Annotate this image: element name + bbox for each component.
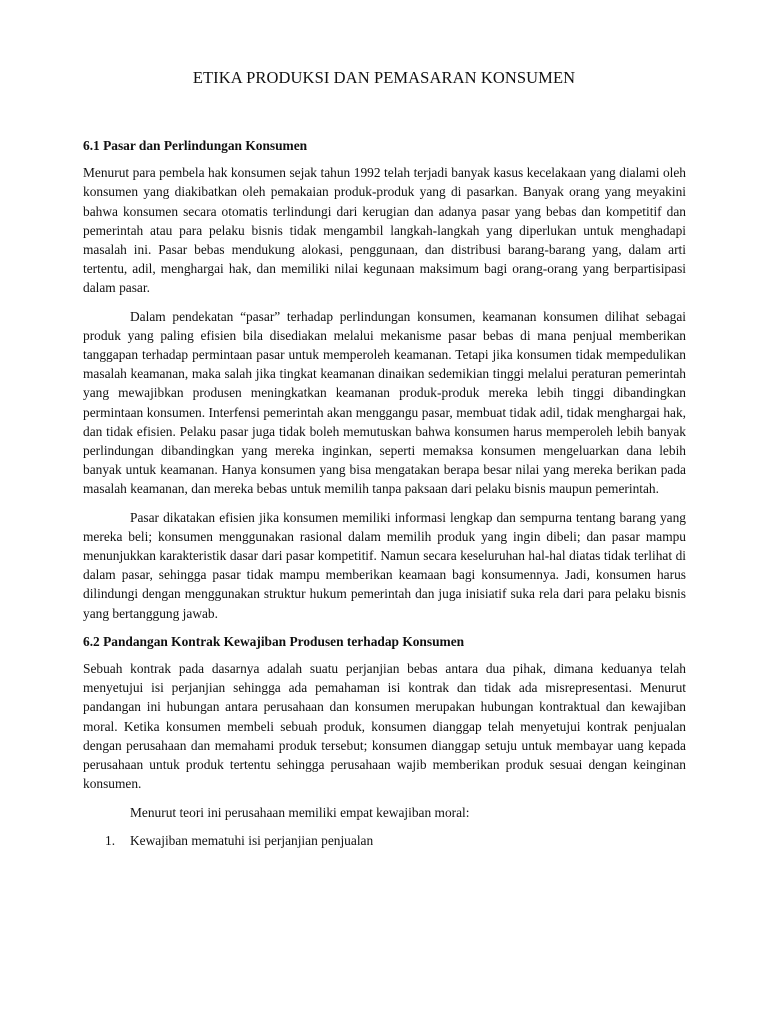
section-heading: 6.2 Pandangan Kontrak Kewajiban Produsen terhadap Konsumen <box>83 633 465 649</box>
document-title: ETIKA PRODUKSI DAN PEMASARAN KONSUMEN <box>192 68 576 87</box>
paragraph: Menurut para pembela hak konsumen sejak tahun 1992 telah terjadi banyak kasus kecelakaan yang dialami oleh konsumen yang diakibatkan oleh pemakaian produk-produk yang di pasarkan. Banyak orang yang meyakini bahwa konsumen secara otomatis terlindungi dari kerugian dan adanya pasar yang bebas dan kompetitif dan pemerintah atau para pelaku bisnis tidak mengambil langkah-langkah yang diperlukan untuk menghadapi masalah ini. Pasar bebas mendukung alokasi, penggunaan, dan distribusi barang-barang yang, dalam arti tertentu, adil, menghargai hak, dan memiliki nilai kegunaan maksimum bagi orang-orang yang berpartisipasi dalam pasar. <box>83 165 686 296</box>
section-6-1 <box>83 136 686 623</box>
list-item-number: 1. <box>105 832 116 848</box>
list-item-text: Kewajiban mematuhi isi perjanjian penjualan <box>130 832 374 848</box>
list-item <box>83 831 686 850</box>
paragraph: Pasar dikatakan efisien jika konsumen memiliki informasi lengkap dan sempurna tentang barang yang mereka beli; konsumen menggunakan rasional dalam memilih produk yang ingin dibeli; dan pasar mampu menunjukkan karakteristik dasar dari pasar kompetitif. Namun secara keseluruhan hal-hal diatas tidak terlihat di dalam pasar, sehingga pasar tidak mampu memberikan keamaan bagi konsumennya. Jadi, konsumen harus dilindungi dengan menggunakan struktur hukum pemerintah dan juga inisiatif suka rela dari para pelaku bisnis yang bertanggung jawab. <box>83 509 686 621</box>
section-6-2 <box>83 632 686 850</box>
paragraph: Menurut teori ini perusahaan memiliki empat kewajiban moral: <box>130 804 470 820</box>
obligations-list <box>83 831 686 850</box>
paragraph: Dalam pendekatan “pasar” terhadap perlindungan konsumen, keamanan konsumen dilihat sebagai produk yang paling efisien bila disediakan melalui mekanisme pasar bebas di mana penjual memberikan tanggapan terhadap permintaan pasar untuk memperoleh keamanan. Tetapi jika konsumen tidak mempedulikan masalah keamanan, maka salah jika tingkat keamanan dinaikan sedemikian tinggi melalui peraturan pemerintah yang mewajibkan produsen meningkatkan keamanan produk-produk mereka lebih tinggi dibandingkan permintaan konsumen. Interfensi pemerintah akan menggangu pasar, membuat tidak adil, tidak menghargai hak, dan tidak efisien. Pelaku pasar juga tidak boleh memutuskan bahwa konsumen harus memperoleh lebih banyak perlindungan dibandingkan yang mereka inginkan, seperti memaksa konsumen mengeluarkan dana lebih banyak untuk keamanan. Hanya konsumen yang bisa mengatakan berapa besar nilai yang mereka berikan pada masalah keamanan, dan mereka bebas untuk memilih tanpa paksaan dari pelaku bisnis maupun pemerintah. <box>83 308 686 497</box>
paragraph: Sebuah kontrak pada dasarnya adalah suatu perjanjian bebas antara dua pihak, dimana keduanya telah menyetujui isi perjanjian sehingga ada pemahaman isi kontrak dan tidak ada misrepresentasi. Menurut pandangan ini hubungan antara perusahaan dan konsumen merupakan hubungan kontraktual dan kewajiban moral. Ketika konsumen membeli sebuah produk, konsumen dianggap telah menyetujui kontrak penjualan dengan perusahaan dan memahami produk tersebut; konsumen dianggap setuju untuk membayar uang kepada perusahaan untuk produk tertentu sehingga perusahaan wajib memberikan produk sesuai dengan keinginan konsumen. <box>83 661 686 792</box>
section-heading: 6.1 Pasar dan Perlindungan Konsumen <box>83 138 308 153</box>
document-body <box>83 136 686 850</box>
